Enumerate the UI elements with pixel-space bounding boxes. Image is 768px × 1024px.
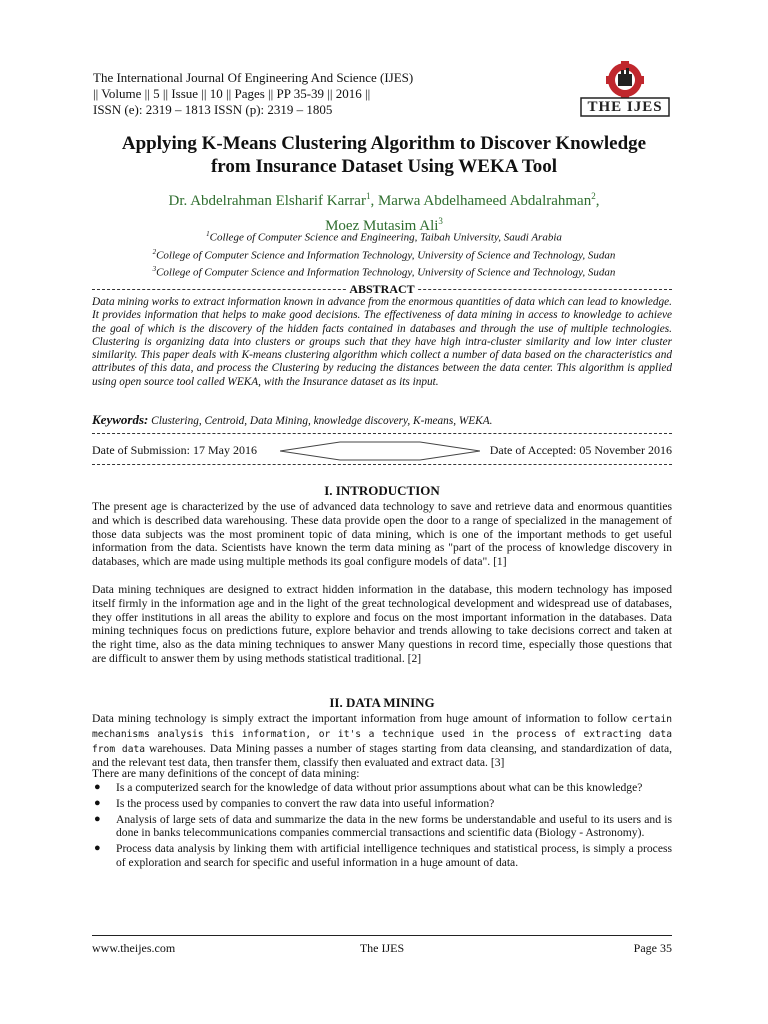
abstract-heading — [92, 282, 672, 296]
dates-divider-top — [92, 433, 672, 434]
list-item — [92, 781, 672, 795]
authors-line-1 — [60, 186, 708, 211]
abstract-heading-text: ABSTRACT — [349, 282, 415, 296]
footer-page-number: Page 35 — [633, 941, 672, 955]
page-footer — [92, 941, 672, 957]
affiliation-3 — [60, 262, 708, 280]
author-sep: , — [595, 193, 600, 209]
journal-volume: || Volume || 5 || Issue || 10 || Pages || PP 35-39 || 2016 || — [93, 86, 371, 101]
affiliation-3-text: College of Computer Science and Information Technology, University of Science and Technology, Sudan — [156, 266, 616, 279]
affiliation-1-sup: 1 — [206, 230, 210, 238]
title-line-2: from Insurance Dataset Using WEKA Tool — [210, 156, 558, 177]
affiliation-2-text: College of Computer Science and Information Technology, University of Science and Technology, Sudan — [156, 249, 616, 262]
journal-issn: ISSN (e): 2319 – 1813 ISSN (p): 2319 – 1805 — [93, 102, 333, 117]
paper-title — [60, 132, 708, 178]
footer-website-link[interactable]: www.theijes.com — [92, 941, 176, 955]
keywords-text: Clustering, Centroid, Data Mining, knowledge discovery, K-means, WEKA. — [148, 415, 493, 427]
footer-divider — [92, 935, 672, 936]
author-2: , Marwa Abdelhameed Abdalrahman — [370, 193, 592, 209]
accepted-date: Date of Accepted: 05 November 2016 — [489, 443, 672, 457]
title-line-1: Applying K-Means Clustering Algorithm to Discover Knowledge — [121, 133, 647, 154]
introduction-paragraph-1: The present age is characterized by the use of advanced data technology to save and retrieve data and enormous quantities and which is described data warehousing. These data provide open the door to a range of specialized in the management of those data subjects was the most prominent topic of data mining, which is one of the important methods to get useful information from the data. Scientists have known the term data mining as "part of the process of knowledge discovery in databases, which are made using multiple methods its goal configure models of data". [1] — [92, 500, 672, 569]
list-item-text: Is a computerized search for the knowledge of data without prior assumptions about what can be this knowledge? — [116, 781, 643, 794]
keywords-line — [92, 413, 672, 428]
definition-list — [92, 781, 672, 872]
bullet-icon: ● — [94, 796, 101, 809]
footer-journal: The IJES — [359, 941, 405, 955]
affiliation-2-sup: 2 — [152, 247, 157, 256]
section-data-mining-heading: II. DATA MINING — [329, 695, 435, 710]
introduction-paragraph-2: Data mining techniques are designed to extract hidden information in the database, this modern technology has imposed itself firmly in the information age and in the light of the great technological development and widespread use of databases, they offer institutions in all areas the ability to explore and focus on the most important information in the databases. Data mining techniques focus on predictions future, explore behavior and trends allowing to take decisions correct and taken at the right time, also as the data mining techniques to answer Many questions in record time, especially those questions that are difficult to answer them by using methods statistical traditional. [2] — [92, 583, 672, 665]
author-2-sup: 2 — [591, 191, 596, 201]
affiliation-2 — [60, 245, 708, 263]
author-1-sup: 1 — [365, 191, 371, 201]
author-3: Moez Mutasim Ali — [325, 218, 439, 234]
abstract-text: Data mining works to extract information known in advance from the enormous quantities of data which can lead to knowledge. It provides information that helps to make good decisions. The effectiveness of data mining in access to knowledge to achieve the goal of which is the discovery of the hidden facts contained in databases and through the use of multiple technologies. Clustering is organizing data into clusters or groups such that they have high intra-cluster similarity and low inter cluster similarity. This paper deals with K-means clustering algorithm which collect a number of data based on the characteristics and attributes of this data, and process the Clustering by reducing the distances between the data center. This algorithm is applied using open source tool called WEKA, with the Insurance dataset as its input. — [92, 296, 672, 388]
list-item — [92, 797, 672, 811]
submission-date: Date of Submission: 17 May 2016 — [92, 443, 257, 457]
list-item — [92, 813, 672, 841]
logo-text: THE IJES — [587, 99, 663, 115]
journal-header — [93, 70, 413, 118]
affiliation-1-text: College of Computer Science and Engineering, Taibah University, Saudi Arabia — [209, 231, 562, 244]
list-item-text: Process data analysis by linking them with artificial intelligence techniques and statistical process, is simply a process of exploration and search for specific and useful information in a huge amount of data. — [116, 842, 672, 869]
keywords-label: Keywords: — [92, 412, 149, 427]
dm-text-a: Data mining technology is simply extract the important information from huge amount of information to follow — [92, 712, 632, 725]
bullet-icon: ● — [94, 781, 101, 793]
ijes-logo — [577, 60, 673, 118]
data-mining-paragraph-2: There are many definitions of the concept of data mining: — [92, 767, 360, 780]
bullet-icon: ● — [94, 812, 101, 825]
journal-name: The International Journal Of Engineering And Science (IJES) — [93, 70, 414, 85]
dm-text-mono: certain mechanisms analysis this information, or it's a technique used in the process of extracting data from data — [92, 714, 672, 755]
author-3-sup: 3 — [438, 216, 443, 226]
list-item-text: Analysis of large sets of data and summarize the data in the new forms be understandable and useful to its users and is done in banks telecommunications companies commercial transactions and scientific data (Biology - Astronomy). — [116, 812, 672, 840]
affiliation-1 — [60, 227, 708, 245]
author-1: Dr. Abdelrahman Elsharif Karrar — [168, 193, 366, 209]
submission-dates — [92, 443, 672, 459]
dm-text-b: warehouses. Data Mining passes a number of stages starting from data cleansing, and standardization of data, and the relevant test data, then transfer them, classify then evaluated and extract data. [3] — [92, 741, 673, 770]
dates-divider-bottom — [92, 464, 672, 465]
section-introduction-heading: I. INTRODUCTION — [324, 483, 440, 498]
list-item-text: Is the process used by companies to convert the raw data into useful information? — [116, 796, 495, 810]
list-item — [92, 842, 672, 870]
affiliation-3-sup: 3 — [152, 265, 157, 274]
data-mining-paragraph-1 — [92, 712, 672, 770]
bullet-icon: ● — [94, 842, 101, 855]
affiliation-list — [60, 227, 708, 280]
